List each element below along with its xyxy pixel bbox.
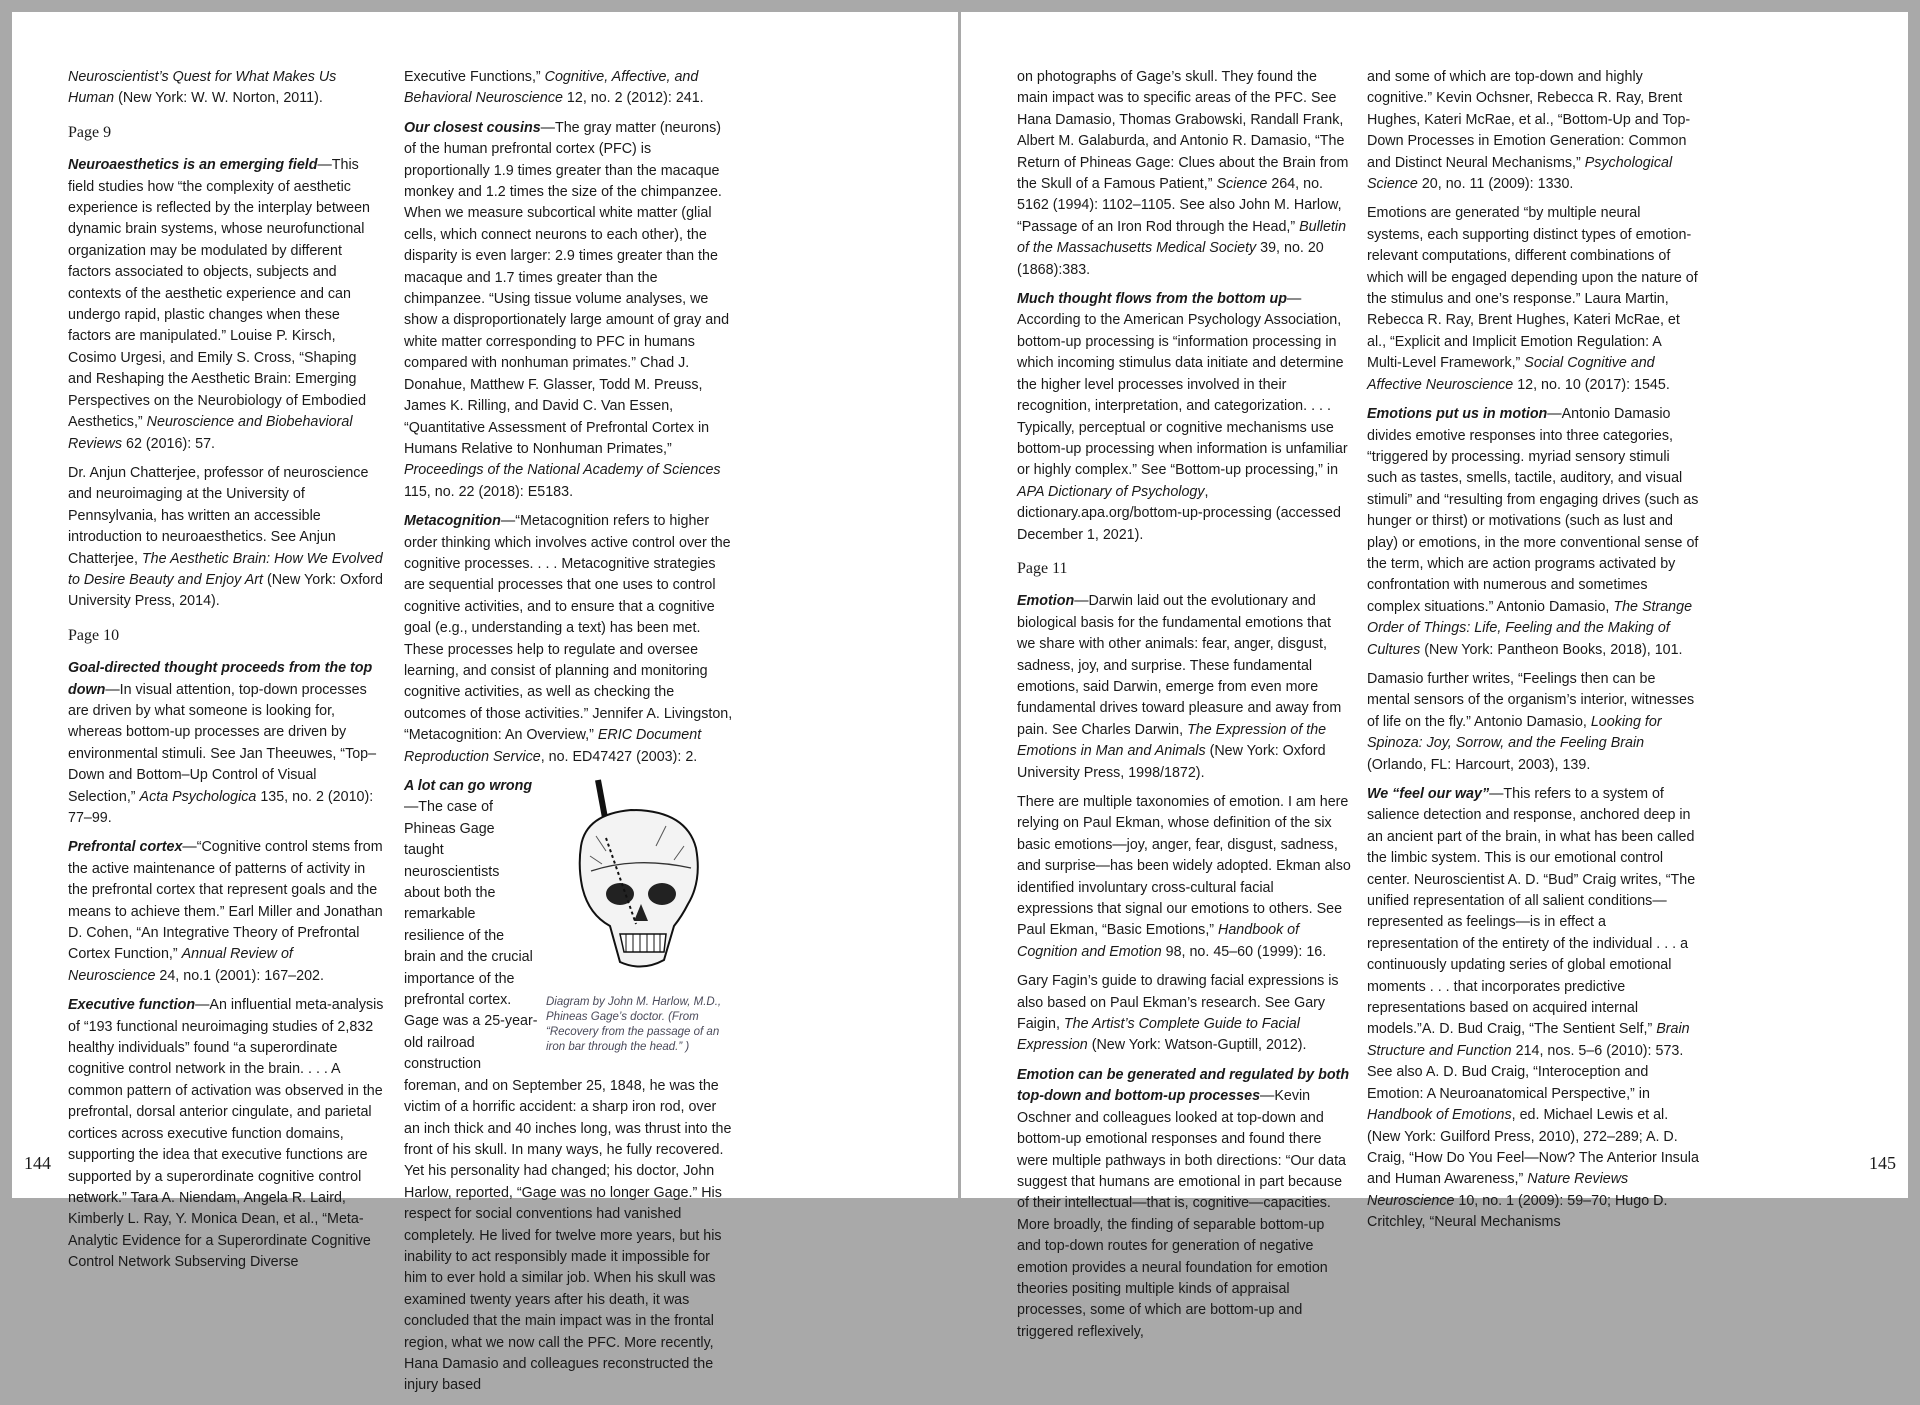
note-feel-our-way: We “feel our way”—This refers to a system of salience detection and response, anchored deep in an ancient part of the brain, in what has been called the limbic system. This is our emotional control center. Neuroscientist A. D. “Bud” Craig writes, “The unified representation of all salient conditions—represented as feelings—is in effect a representation of the entirety of the individual . . . a continuously updating series of global emotional moments . . . that incorporates predictive representations based on acquired internal models.”A. D. Bud Craig, “The Sentient Self,” Brain Structure and Function 214, nos. 5–6 (2010): 573. See also A. D. Bud Craig, “Interoception and Emotion: A Neuroanatomical Perspective,” in Handbook of Emotions, ed. Michael Lewis et al. (New York: Guilford Press, 2010), 272–289; A. D. Craig, “How Do You Feel—Now? The Anterior Insula and Human Awareness,” Nature Reviews Neuroscience 10, no. 1 (2009): 59–70; Hugo D. Critchley, “Neural Mechanisms (1367, 786, 1699, 1231)
figure-caption: Diagram by John M. Harlow, M.D., Phineas Gage’s doctor. (From “Recovery from the passage of an iron bar through the head.” ) (546, 996, 722, 1053)
page-label-9: Page 9 (68, 123, 112, 141)
note-top-down-bottom-up: Emotion can be generated and regulated by both top-down and bottom-up processes—Kevin Oschner and colleagues looked at top-down and bottom-up emotional responses and found there were multiple pathways in both directions: “Our data suggest that humans are emotional in part because of their intellectual—that is, cognitive—capacities. More broadly, the finding of separable bottom-up and top-down routes for generation of negative emotion provides a neural foundation for emotion theories positing multiple kinds of appraisal processes, some of which are bottom-up and triggered reflexively, (1017, 1066, 1350, 1340)
paragraph: Executive Functions,” Cognitive, Affective, and Behavioral Neuroscience 12, no. 2 (2012): 241. (404, 69, 704, 107)
note-bottom-up: Much thought flows from the bottom up—According to the American Psychology Association, bottom-up processing is “information processing in which incoming stimulus data initiate and determine the higher level processes involved in their recognition, interpretation, and categorization. . . . Typically, perceptual or cognitive mechanisms use bottom-up processing when information is unfamiliar or highly complex.” See “Bottom-up processing,” in APA Dictionary of Psychology, dictionary.apa.org/bottom-up-processing (accessed December 1, 2021). (1017, 291, 1348, 543)
note-a-lot-can-go-wrong: A lot can go wrong—The case of Phineas Gage taught neuroscientists about both the remarkable resilience of the brain and the crucial importance of the prefrontal cortex. Gage was a 25-year-old railroad construction foreman, and on September 25, 1848, he was the victim of a horrific accident: a sharp iron rod, over an inch thick and 40 inches long, was thrust into the front of his skull. In many ways, he fully recovered. Yet his personality had changed; his doctor, John Harlow, reported, “Gage was no longer Gage.” His respect for social conventions had vanished completely. He lived for twelve more years, but his inability to act responsibly made it impossible for him to ever hold a similar job. When his skull was examined twenty years after his death, it was concluded that the main impact was in the frontal region, what we now call the PFC. More recently, Hana Damasio and colleagues reconstructed the injury based (404, 778, 732, 1394)
teeth (620, 934, 666, 952)
page-number-right: 145 (1869, 1153, 1896, 1173)
page-label-10: Page 10 (68, 626, 120, 644)
note-metacognition: Metacognition—“Metacognition refers to higher order thinking which involves active control over the cognitive processes. . . . Metacognitive strategies are sequential processes that one uses to control cognitive activities, and to ensure that a cognitive goal (e.g., understanding a text) has been met. These processes help to regulate and oversee learning, and consist of planning and monitoring cognitive activities, as well as checking the outcomes of those activities.” Jennifer A. Livingston, “Metacognition: An Overview,” ERIC Document Reproduction Service, no. ED47427 (2003): 2. (404, 513, 733, 765)
note-executive-function: Executive function—An influential meta-analysis of “193 functional neuroimaging studies of 2,832 healthy individuals” found “a superordinate cognitive control network in the brain. . . . A common pattern of activation was observed in the prefrontal, dorsal anterior cingulate, and parietal cortices across executive function domains, supporting the idea that executive functions are supported by a superordinate cognitive control network.” Tara A. Niendam, Angela R. Laird, Kimberly L. Ray, Y. Monica Dean, et al., “Meta-Analytic Evidence for a Superordinate Cognitive Control Network Subserving Diverse (68, 997, 384, 1271)
paragraph: Neuroscientist’s Quest for What Makes Us Human (New York: W. W. Norton, 2011). (68, 69, 337, 107)
column-1 (68, 67, 384, 1282)
paragraph: Damasio further writes, “Feelings then can be mental sensors of the organism’s interior, witnesses of life on the fly.” Antonio Damasio, Looking for Spinoza: Joy, Sorrow, and the Feeling Brain (Orlando, FL: Harcourt, 2003), 139. (1367, 670, 1695, 773)
paragraph: Dr. Anjun Chatterjee, professor of neuroscience and neuroimaging at the University of Pennsylvania, has written an accessible introduction to neuroaesthetics. See Anjun Chatterjee, The Aesthetic Brain: How We Evolved to Desire Beauty and Enjoy Art (New York: Oxford University Press, 2014). (68, 464, 383, 610)
paragraph: and some of which are top-down and highly cognitive.” Kevin Ochsner, Rebecca R. Ray, Brent Hughes, Kateri McRae, et al., “Bottom-Up and Top-Down Processes in Emotion Generation: Common and Distinct Neural Mechanisms,” Psychological Science 20, no. 11 (2009): 1330. (1367, 69, 1691, 193)
left-page (12, 12, 958, 1394)
column-4 (1367, 67, 1699, 1242)
column-2 (404, 67, 736, 1405)
note-prefrontal-cortex: Prefrontal cortex—“Cognitive control stems from the active maintenance of patterns of activity in the prefrontal cortex that represent goals and the means to achieve them.” Earl Miller and Jonathan D. Cohen, “An Integrative Theory of Prefrontal Cortex Function,” Annual Review of Neuroscience 24, no.1 (2001): 167–202. (68, 839, 383, 984)
phineas-gage-figure (546, 776, 736, 1055)
note-emotion: Emotion—Darwin laid out the evolutionary and biological basis for the fundamental emotions that we share with other animals: fear, anger, disgust, sadness, joy, and surprise. These fundamental emotions, said Darwin, emerge from even more fundamental drives toward pleasure and away from pain. See Charles Darwin, The Expression of the Emotions in Man and Animals (New York: Oxford University Press, 1998/1872). (1017, 593, 1342, 781)
column-3 (1017, 67, 1351, 1351)
eye-socket-left (606, 883, 634, 905)
eye-socket-right (648, 883, 676, 905)
right-page (961, 12, 1908, 1340)
paragraph: Gary Fagin’s guide to drawing facial expressions is also based on Paul Ekman’s research. See Gary Faigin, The Artist’s Complete Guide to Facial Expression (New York: Watson-Guptill, 2012). (1017, 973, 1339, 1054)
note-neuroaesthetics: Neuroaesthetics is an emerging field—This field studies how “the complexity of aesthetic experience is reflected by the interplay between dynamic brain systems, whose neurofunctional organization may be modulated by different factors associated to objects, subjects and contexts of the aesthetic experience and can undergo rapid, plastic changes when these factors are manipulated.” Louise P. Kirsch, Cosimo Urgesi, and Emily S. Cross, “Shaping and Reshaping the Aesthetic Brain: Emerging Perspectives on the Neurobiology of Embodied Aesthetics,” Neuroscience and Biobehavioral Reviews 62 (2016): 57. (68, 157, 371, 452)
page-label-11: Page 11 (1017, 559, 1068, 577)
note-goal-directed: Goal-directed thought proceeds from the top down—In visual attention, top-down processes are driven by what someone is looking for, whereas bottom-up processes are driven by environmental stimuli. See Jan Theeuwes, “Top–Down and Bottom–Up Control of Visual Selection,” Acta Psychologica 135, no. 2 (2010): 77–99. (68, 660, 377, 826)
note-emotions-motion: Emotions put us in motion—Antonio Damasio divides emotive responses into three categories, “triggered by processing. myriad sensory stimuli such as tastes, smells, tactile, auditory, and visual stimuli” and “resulting from engaging drives (such as hunger or thirst) or motivations (such as lust and play) or emotions, in the more conventional sense of the term, which are action programs activated by confrontation with numerous and sometimes complex situations.” Antonio Damasio, The Strange Order of Things: Life, Feeling and the Making of Cultures (New York: Pantheon Books, 2018), 101. (1367, 406, 1699, 658)
paragraph: Emotions are generated “by multiple neural systems, each supporting distinct types of emotion-relevant computations, different combinations of which will be engaged depending upon the nature of the stimulus and one’s response.” Laura Martin, Rebecca R. Ray, Brent Hughes, Kateri McRae, et al., “Explicit and Implicit Emotion Regulation: A Multi-Level Framework,” Social Cognitive and Affective Neuroscience 12, no. 10 (2017): 1545. (1367, 205, 1698, 393)
skull-illustration (546, 776, 736, 991)
paragraph: There are multiple taxonomies of emotion. I am here relying on Paul Ekman, whose definition of the six basic emotions—joy, anger, fear, disgust, sadness, and surprise—has been widely adopted. Ekman also identified involuntary cross-cultural facial expressions that signal our emotions to others. See Paul Ekman, “Basic Emotions,” Handbook of Cognition and Emotion 98, no. 45–60 (1999): 16. (1017, 794, 1351, 960)
note-closest-cousins: Our closest cousins—The gray matter (neurons) of the human prefrontal cortex (PFC) is proportionally 1.9 times greater than the macaque monkey and 1.2 times the size of the chimpanzee. When we measure subcortical white matter (glial cells, which connect neurons to each other), the disparity is even larger: 2.9 times greater than the macaque and 1.7 times greater than the chimpanzee. “Using tissue volume analyses, we show a disproportionately large amount of gray and white matter corresponding to PFC in humans compared with nonhuman primates.” Chad J. Donahue, Matthew F. Glasser, Todd M. Preuss, James K. Rilling, and David C. Van Essen, “Quantitative Assessment of Prefrontal Cortex in Humans Relative to Nonhuman Primates,” Proceedings of the National Academy of Sciences 115, no. 22 (2018): E5183. (404, 119, 730, 500)
page-number-left: 144 (24, 1153, 51, 1173)
paragraph: on photographs of Gage’s skull. They found the main impact was to specific areas of the PFC. See Hana Damasio, Thomas Grabowski, Randall Frank, Albert M. Galaburda, and Antonio R. Damasio, “The Return of Phineas Gage: Clues about the Brain from the Skull of a Famous Patient,” Science 264, no. 5162 (1994): 1102–1105. See also John M. Harlow, “Passage of an Iron Rod through the Head,” Bulletin of the Massachusetts Medical Society 39, no. 20 (1868):383. (1017, 69, 1349, 278)
